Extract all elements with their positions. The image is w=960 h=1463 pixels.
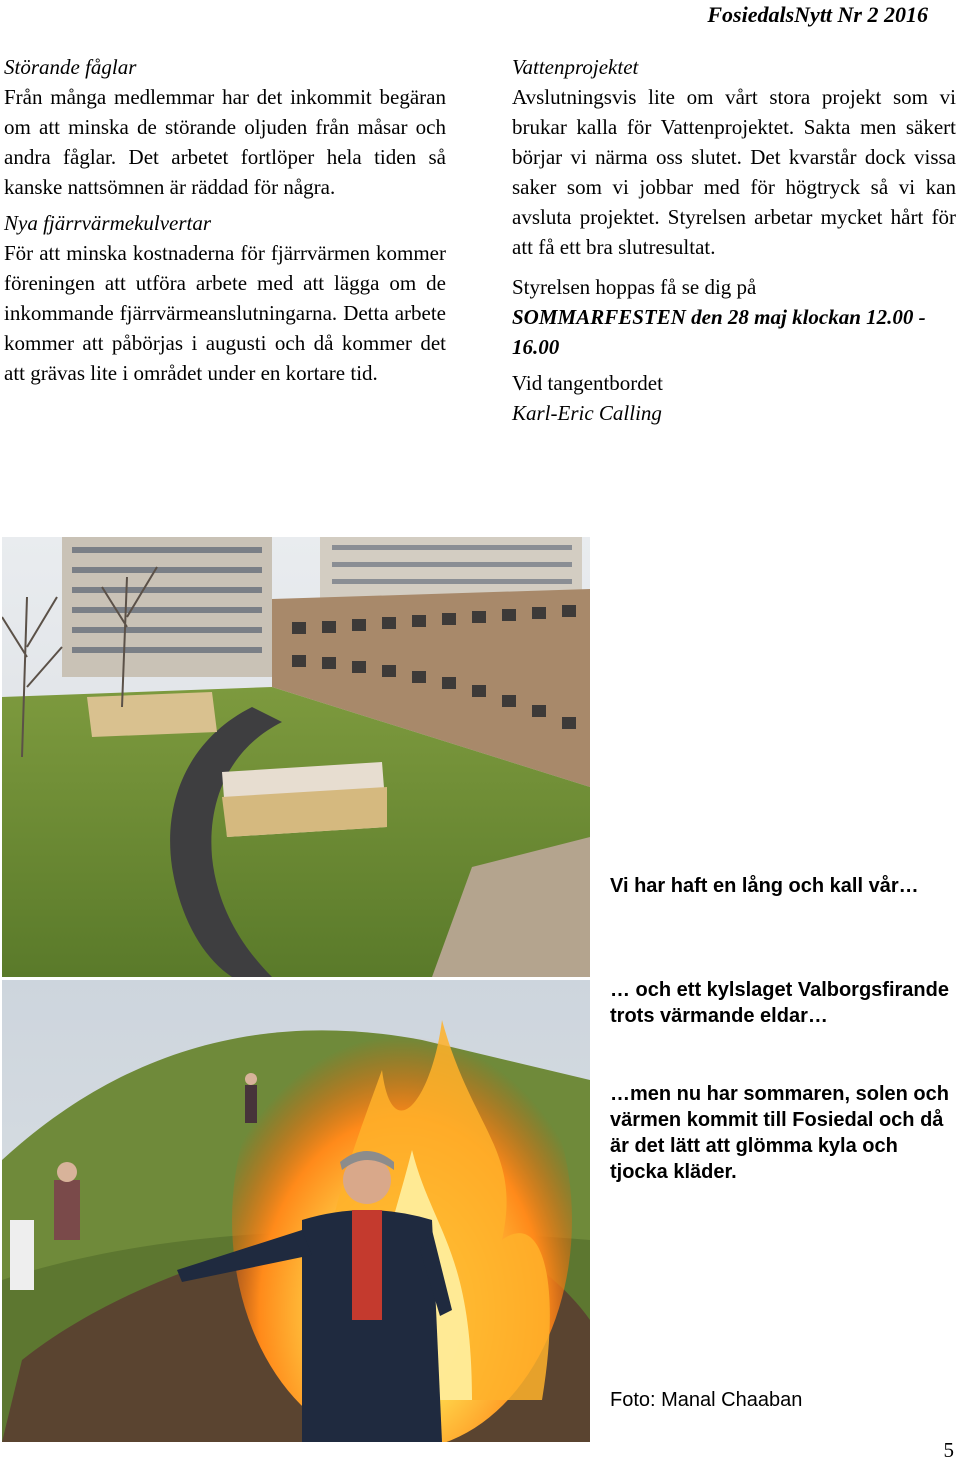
water-text: Avslutningsvis lite om vårt stora projekt som vi brukar kalla för Vattenprojektet. Sakta men säkert börjar vi närma oss slutet. Det kvarstår dock vissa saker som vi jobbar med för högtryck så vi kan avsluta projektet. Styrelsen arbetar mycket hårt för att få ett bra slutresultat.	[512, 85, 956, 259]
newsletter-header: FosiedalsNytt Nr 2 2016	[707, 2, 928, 27]
bonfire-photo	[2, 980, 590, 1442]
author-name: Karl-Eric Calling	[512, 401, 662, 425]
page-number: 5	[943, 1438, 954, 1462]
birds-text: Från många medlemmar har det inkommit begäran om att minska de störande oljuden från måsar och andra fåglar. Det arbetet fortlöper hela tiden så kanske nattsömnen är räddad för några.	[4, 85, 446, 199]
birds-heading: Störande fåglar	[4, 55, 137, 79]
left-column	[4, 52, 446, 388]
courtyard-photo	[2, 537, 590, 977]
heating-heading: Nya fjärrvärmekulvertar	[4, 211, 212, 235]
invite-line: Styrelsen hoppas få se dig på	[512, 275, 757, 299]
photo-credit: Foto: Manal Chaaban	[610, 1389, 803, 1411]
summer-party-line: SOMMARFESTEN den 28 maj klockan 12.00 - 16.00	[512, 305, 926, 359]
right-column	[512, 52, 956, 428]
caption-walpurgis: … och ett kylslaget Valborgsfirande trots värmande eldar…	[610, 979, 949, 1027]
caption-cold-spring: Vi har haft en lång och kall vår…	[610, 875, 919, 897]
signoff: Vid tangentbordet	[512, 371, 663, 395]
heating-text: För att minska kostnaderna för fjärrvärmen kommer föreningen att utföra arbete med att lägga om de inkommande fjärrvärmeanslutningarna. Detta arbete kommer att påbörjas i augusti och då kommer det att grävas lite i området under en kortare tid.	[4, 241, 446, 385]
caption-summer: …men nu har sommaren, solen och värmen kommit till Fosiedal och då är det lätt att glömma kyla och tjocka kläder.	[610, 1083, 949, 1183]
water-heading: Vattenprojektet	[512, 55, 639, 79]
